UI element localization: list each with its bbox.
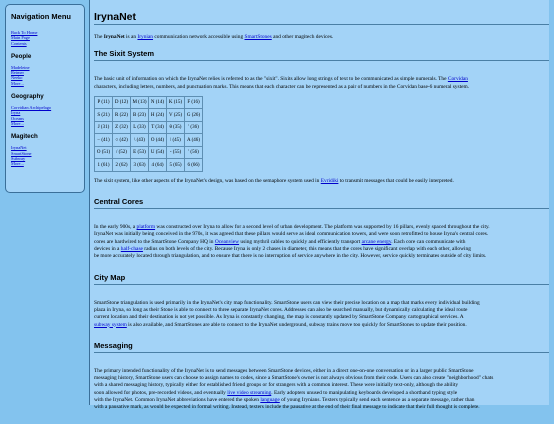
sidebar-link-madeleine[interactable]: Madeleine [11, 64, 30, 70]
inline-link-live-video-streaming[interactable]: live video streaming [227, 389, 272, 396]
sixit-cell: − (41) [95, 134, 113, 147]
text-run: current location and their destination is not yet possible. As Iryna is constantly changing, the map is constantly updated by SmartStone Company cartographical services. A [94, 314, 464, 321]
text-run: devices in a [94, 246, 121, 253]
text-run: is an [124, 34, 138, 40]
sixit-cell: A (46) [185, 134, 203, 147]
sixit-cell: θ (35) [167, 121, 185, 134]
sidebar-link-iryna[interactable]: Iryna [11, 110, 21, 116]
sixit-cell: 1 (61) [95, 159, 113, 172]
table-row [95, 159, 203, 172]
sixit-cell: V (25) [167, 109, 185, 122]
geography-heading: Geography [11, 93, 44, 101]
sixit-cell: F (16) [185, 96, 203, 109]
sidebar-link-back-to-home[interactable]: Back To Home [11, 30, 38, 35]
sidebar-list-item [11, 41, 80, 46]
geography-links [11, 105, 80, 126]
table-row [95, 96, 203, 109]
table-row [95, 121, 203, 134]
sidebar-link-main-page[interactable]: Main Page [11, 35, 30, 41]
sixit-cell: L (33) [131, 121, 149, 134]
sixit-cell: / (52) [113, 146, 131, 159]
text-run: . Early adopters unused to manipulating keyboards developed a shorthand typing style [271, 389, 458, 396]
text-run: plaza in Iryna, so long as their Stone is able to connect to three separate IrynaNet cores. Addresses can also be searched manually, but dynamically calculating the ideal route [94, 306, 468, 313]
text-run: radius on both levels of the city. Because Iryna is only 2 chases in diameter, this means that the cores have significant overlap with each other, allowing [142, 246, 471, 253]
sidebar-link-contents[interactable]: Contents [11, 40, 27, 46]
text-run: In the early 900s, a [94, 224, 137, 231]
inline-link-irynian[interactable]: Irynian [137, 34, 154, 40]
section-text-line [94, 404, 554, 411]
sidebar-link-neeko[interactable]: Neeko [11, 75, 23, 81]
sixit-cell: P (11) [95, 96, 113, 109]
section-heading-the-sixit-system: The Sixit System [94, 49, 155, 59]
text-run: of young Irynians. Texters typically send each sentence as a separate message, rather than [279, 397, 475, 404]
section-heading-messaging: Messaging [94, 340, 133, 350]
magitech-links [11, 145, 80, 166]
sixit-cell: N (14) [149, 96, 167, 109]
section-text-line [94, 300, 554, 307]
section-text-line [94, 84, 554, 91]
section-text-line [94, 314, 554, 321]
sixit-cell: D (12) [113, 96, 131, 109]
text-run: The [94, 34, 104, 40]
sidebar-link-subway[interactable]: Subway [11, 155, 26, 161]
sixit-cell: T (34) [149, 121, 167, 134]
inline-link-subway-system[interactable]: subway system [94, 321, 127, 328]
text-run: SmartStone triangulation is used primarily in the IrynaNet's city map functionality. SmartStone users can view their precise location on a map that marks every individual building [94, 299, 480, 306]
intro-paragraph [94, 34, 554, 41]
text-run: is also available, and SmartStones are able to connect to the IrynaNet underground, subway trains move too quickly for SmartStones to update their position. [126, 321, 467, 328]
sixit-cell: S (21) [95, 109, 113, 122]
sixit-cell: H (24) [149, 109, 167, 122]
sixit-cell: \ (43) [131, 134, 149, 147]
section-text-line [94, 239, 554, 246]
sidebar-link-more[interactable]: More... [11, 120, 24, 126]
sidebar-title: Navigation Menu [11, 12, 72, 21]
section-text-line [94, 382, 554, 389]
text-run: . Each core can communicate with [391, 238, 466, 245]
people-heading: People [11, 52, 32, 60]
inline-link-corvidan[interactable]: Corvidan [447, 76, 468, 83]
sixit-cell: J (31) [95, 121, 113, 134]
inline-link-oceanview[interactable]: Oceanview [214, 238, 240, 245]
sixit-cell: U (54) [149, 146, 167, 159]
sidebar-list-item [11, 121, 80, 126]
sidebar-link-more[interactable]: More... [11, 80, 24, 86]
table-row [95, 134, 203, 147]
section-text-line [94, 178, 554, 185]
text-run: soon allowed for photos, pre-recorded videos, and eventually [94, 389, 228, 396]
sidebar-link-oceans[interactable]: Oceans [11, 115, 24, 121]
sixit-cell: ' (36) [185, 121, 203, 134]
sixit-cell: B (23) [131, 109, 149, 122]
sixit-cell: 6 (66) [185, 159, 203, 172]
sixit-cell: G (26) [185, 109, 203, 122]
navigation-sidebar [5, 4, 85, 193]
section-text-line [94, 253, 554, 260]
text-run: communication network accessible using [153, 34, 245, 40]
inline-link-language[interactable]: language [260, 397, 280, 404]
sixit-cell: 2 (62) [113, 159, 131, 172]
sixit-cell: Z (32) [113, 121, 131, 134]
text-run: characters, including letters, numbers, and punctuation marks. This means that each character can be represented as a pair of numbers in the Corvidan base-6 numeral system. [94, 83, 470, 90]
sidebar-list-item [11, 161, 80, 166]
text-run: to transmit messages that could be easily interpreted. [338, 177, 454, 184]
sixit-cell: O (51) [95, 146, 113, 159]
sixit-cell: K (15) [167, 96, 185, 109]
sixit-cell: 4 (64) [149, 159, 167, 172]
sidebar-link-more[interactable]: More... [11, 161, 24, 167]
text-run: and other magitech devices. [271, 34, 334, 40]
text-run: The sixit system, like other aspects of the IrynaNet's design, was based on the semaphore system used in [94, 177, 321, 184]
text-run: IrynaNet was initially being conceived in the 970s, it was agreed that these pillars would serve as ideal communication towers, and were soon retrofitted to house Iryna's central cores. [94, 231, 489, 238]
sixit-cell: O (44) [149, 134, 167, 147]
sidebar-link-irynanet[interactable]: IrynaNet [11, 145, 27, 151]
article-sections [94, 49, 549, 423]
page-title: IrynaNet [94, 11, 137, 23]
section-heading-city-map: City Map [94, 272, 126, 282]
section-text-line [94, 322, 554, 329]
text-run: be more accurately located through triangulation, and to ensure that there is no interruption of service anywhere in the city. However, service quickly terminates outside of city limits. [94, 253, 487, 260]
text-run: with the IrynaNet. Common IrynaNet abbreviations have entered the spoken [94, 397, 261, 404]
article-content [89, 0, 549, 411]
bold-term: IrynaNet [103, 34, 125, 40]
section-text-line [94, 307, 554, 314]
inline-link-platform[interactable]: platform [136, 224, 156, 231]
text-run: The primary intended functionality of the IrynaNet is to send messages between SmartStone devices, either in a direct one-on-one conversation or in a larger public SmartStone [94, 367, 474, 374]
sidebar-link-corvidian-archipelago[interactable]: Corvidian Archipelago [11, 105, 52, 111]
sixit-cell: - (55) [167, 146, 185, 159]
sidebar-list-item [11, 81, 80, 86]
table-row [95, 146, 203, 159]
section-heading-central-cores: Central Cores [94, 197, 144, 207]
magitech-heading: Magitech [11, 133, 38, 141]
inline-link-half-chase[interactable]: half-chase [120, 246, 143, 253]
sixit-cell: R (22) [113, 109, 131, 122]
section-text-line [94, 76, 554, 83]
text-run: cores are hardwired to the SmartStone Company HQ in [94, 238, 215, 245]
section-text-line [94, 231, 554, 238]
sidebar-link-smartstone[interactable]: SmartStone [11, 150, 32, 156]
nav-links [11, 30, 80, 46]
sixit-cell: 3 (63) [131, 159, 149, 172]
sixit-cell: ǀ (45) [167, 134, 185, 147]
inline-link-evridiki[interactable]: Evridiki [320, 177, 339, 184]
sixit-cell: ○ (42) [113, 134, 131, 147]
text-run: The basic unit of information on which the IrynaNet relies is referred to as the "sixit". Sixits allow long strings of text to be communicated as simple numerals. The [94, 76, 448, 83]
sixit-cell: E (53) [131, 146, 149, 159]
text-run: was constructed over Iryna to allow for a second level of urban development. The platform was supported by 16 pillars, evenly spaced throughout the city. [155, 224, 490, 231]
text-run: with a shared messaging history, typically either for established friend groups or for strangers with a common interest. These were initially text-only, although the ability [94, 382, 459, 389]
inline-link-arcane-energy[interactable]: arcane energy [361, 238, 392, 245]
text-run: with a pausative mark, as would be expected in formal writing. Instead, texters include the pausative at the end of their final message to indicate that their full thought is complete. [94, 404, 480, 411]
people-links [11, 65, 80, 86]
inline-link-smartstones[interactable]: SmartStones [244, 34, 272, 40]
table-row [95, 109, 203, 122]
sixit-cell: 5 (65) [167, 159, 185, 172]
sixit-cell: ' (56) [185, 146, 203, 159]
text-run: using mythril cables to quickly and efficiently transport [239, 238, 362, 245]
text-run: messaging history, SmartStone users can choose to assign names to codes, since a SmartStone's owner is not always obvious from their code. Users can also create "neighborhood" chats [94, 375, 494, 382]
title-divider [94, 24, 549, 25]
sidebar-link-reimer[interactable]: Reimer [11, 70, 24, 76]
sixit-cell: M (13) [131, 96, 149, 109]
sixit-table [94, 96, 203, 172]
section-text-line [94, 390, 554, 397]
